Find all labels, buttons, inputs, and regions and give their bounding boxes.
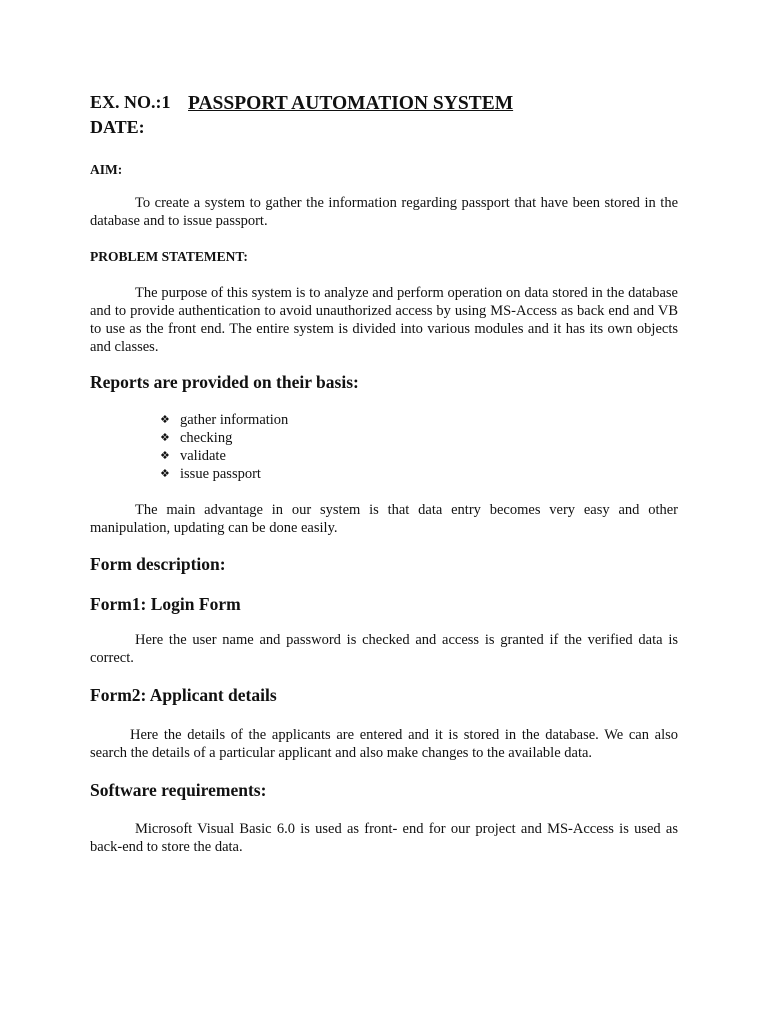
software-text: Microsoft Visual Basic 6.0 is used as front- end for our project and MS-Access is used as back-end to store the data. [90,821,678,855]
header [90,92,514,114]
reports-list [160,411,288,483]
diamond-bullet-icon: ❖ [160,431,170,444]
aim-paragraph [90,194,678,230]
diamond-bullet-icon: ❖ [160,413,170,426]
date-label: DATE: [90,117,145,137]
page-title: PASSPORT AUTOMATION SYSTEM [188,93,514,114]
list-item: ❖ validate [160,448,226,464]
problem-text: The purpose of this system is to analyze and perform operation on data stored in the database and to provide authentication to avoid unauthorized access by using MS-Access as back end and VB to use as the front end. The entire system is divided into various modules and it has its own objects and classes. [90,285,678,355]
aim-text: To create a system to gather the information regarding passport that have been stored in the database and to issue passport. [90,195,678,229]
form2-paragraph [90,726,678,762]
list-item: ❖ gather information [160,412,289,428]
form1-heading: Form1: Login Form [90,594,241,614]
form1-paragraph [90,631,678,667]
advantage-paragraph [90,501,678,537]
list-item: ❖ checking [160,430,233,446]
diamond-bullet-icon: ❖ [160,467,170,480]
problem-paragraph [90,284,678,356]
form2-text: Here the details of the applicants are entered and it is stored in the database. We can also search the details of a particular applicant and also make changes to the available data. [90,727,678,761]
diamond-bullet-icon: ❖ [160,449,170,462]
reports-heading: Reports are provided on their basis: [90,372,359,392]
form1-text: Here the user name and password is checked and access is granted if the verified data is correct. [90,632,678,666]
software-paragraph [90,820,678,856]
software-heading: Software requirements: [90,780,267,800]
form2-heading: Form2: Applicant details [90,685,277,705]
form-description-heading: Form description: [90,554,226,574]
list-item: ❖ issue passport [160,466,261,482]
aim-heading: AIM: [90,162,123,177]
advantage-text: The main advantage in our system is that data entry becomes very easy and other manipulation, updating can be done easily. [90,502,678,536]
exercise-number: EX. NO.:1 [90,92,171,112]
problem-heading: PROBLEM STATEMENT: [90,249,248,264]
